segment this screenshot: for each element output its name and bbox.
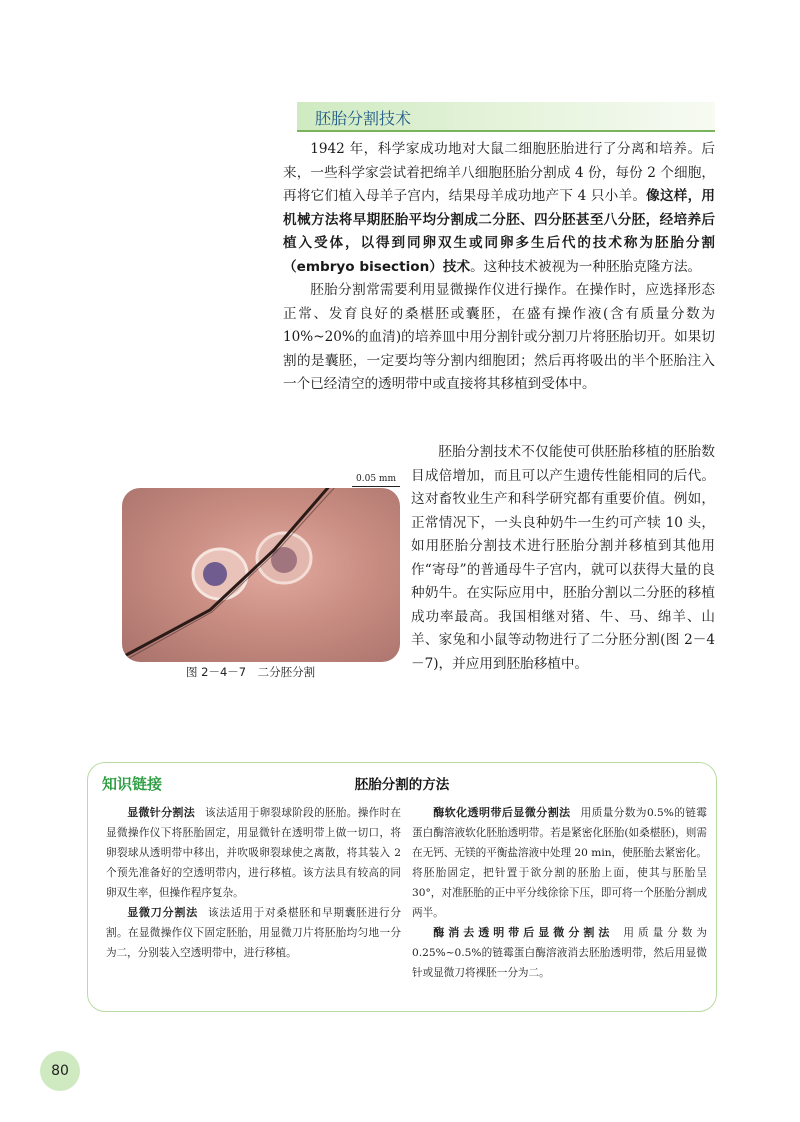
- scale-bar-label: 0.05 mm: [356, 474, 396, 484]
- method-term: 显微针分割法: [127, 806, 196, 819]
- method-text: 该法适用于卵裂球阶段的胚胎。操作时在显微操作仪下将胚胎固定，用显微针在透明带上做一切口，将卵裂球从透明带中移出，并吹吸卵裂球使之离散，将其装入 2 个预先准备好的空透明带内，进行移植。该方法具有较高的同卵双生率，但操作程序复杂。: [106, 807, 401, 899]
- paragraph-1-intro: 1942 年，科学家成功地对大鼠二细胞胚胎进行了分离和培养。后来，一些科学家尝试着把绵羊八细胞胚胎分割成 4 份，每份 2 个细胞，再将它们植入母羊子宫内，结果母羊成功地产下 4 只小羊。: [283, 141, 715, 204]
- paragraph-3: 胚胎分割技术不仅能使可供胚胎移植的胚胎数目成倍增加，而且可以产生遗传性能相同的后代。这对畜牧业生产和科学研究都有重要价值。例如，正常情况下，一头良种奶牛一生约可产犊 10 头，如用胚胎分割技术进行胚胎分割并移植到其他用作“寄母”的普通母牛子宫内，就可以获得大量的良种奶牛。在实际应用中，胚胎分割以二分胚的移植成功率最高。我国相继对猪、牛、马、绵羊、山羊、家兔和小鼠等动物进行了二分胚分割(图 2－4－7)，并应用到胚胎移植中。: [411, 444, 715, 672]
- method-item: [412, 923, 707, 983]
- knowledge-column-left: [106, 803, 401, 963]
- method-term: 显微刀分割法: [127, 906, 199, 919]
- knowledge-link-box: [87, 762, 717, 1012]
- method-text: 用质量分数为0.25%~0.5%的链霉蛋白酶溶液消去胚胎透明带，然后用显微针或显微刀将裸胚一分为二。: [412, 927, 708, 979]
- figure-caption: 图 2－4－7 二分胚分割: [186, 665, 316, 679]
- method-text: 用质量分数为0.5%的链霉蛋白酶溶液软化胚胎透明带。若是紧密化胚胎(如桑椹胚)，则需在无钙、无镁的平衡盐溶液中处理 20 min，使胚胎去紧密化。将胚胎固定，把针置于欲分割的胚胎上面，使其与胚胎呈 30°，对准胚胎的正中平分线徐徐下压，即可将一个胚胎分割成两半。: [412, 807, 708, 919]
- method-item: [106, 803, 401, 903]
- method-term: 酶软化透明带后显微分割法: [433, 806, 571, 819]
- paragraph-1-end: 。这种技术被视为一种胚胎克隆方法。: [470, 258, 702, 275]
- method-item: [106, 903, 401, 963]
- page-number: 80: [40, 1051, 80, 1091]
- paragraph-1: [283, 138, 715, 279]
- knowledge-box-title: 胚胎分割的方法: [354, 777, 450, 793]
- scale-bar: [352, 474, 400, 487]
- method-term: 酶消去透明带后显微分割法: [433, 926, 614, 939]
- definition-bold: 像这样，用机械方法将早期胚胎平均分割成二分胚、四分胚甚至八分胚，经培养后植入受体，以得到同卵双生或同卵多生后代的技术称为胚胎分割（embryo bisection）技术: [283, 188, 715, 275]
- cell-left: [203, 562, 227, 586]
- embryo-micrograph: [122, 488, 400, 662]
- paragraph-2: 胚胎分割常需要利用显微操作仪进行操作。在操作时，应选择形态正常、发育良好的桑椹胚或囊胚，在盛有操作液(含有质量分数为10%~20%的血清)的培养皿中用分割针或分割刀片将胚胎切开。如果切割的是囊胚，一定要均等分割内细胞团；然后再将吸出的半个胚胎注入一个已经清空的透明带中或直接将其移植到受体中。: [283, 282, 715, 392]
- section-title: 胚胎分割技术: [315, 109, 412, 128]
- wrapped-text: [411, 441, 715, 676]
- section-header: [297, 102, 715, 132]
- knowledge-column-right: [412, 803, 707, 983]
- knowledge-box-label: 知识链接: [102, 775, 163, 793]
- main-text: [283, 138, 715, 397]
- scale-bar-line: [352, 486, 400, 487]
- method-item: [412, 803, 707, 923]
- micrograph-drawing: [122, 488, 400, 662]
- method-text: 该法适用于对桑椹胚和早期囊胚进行分割。在显微操作仪下固定胚胎，用显微刀片将胚胎均匀地一分为二，分别装入空透明带中，进行移植。: [106, 907, 402, 959]
